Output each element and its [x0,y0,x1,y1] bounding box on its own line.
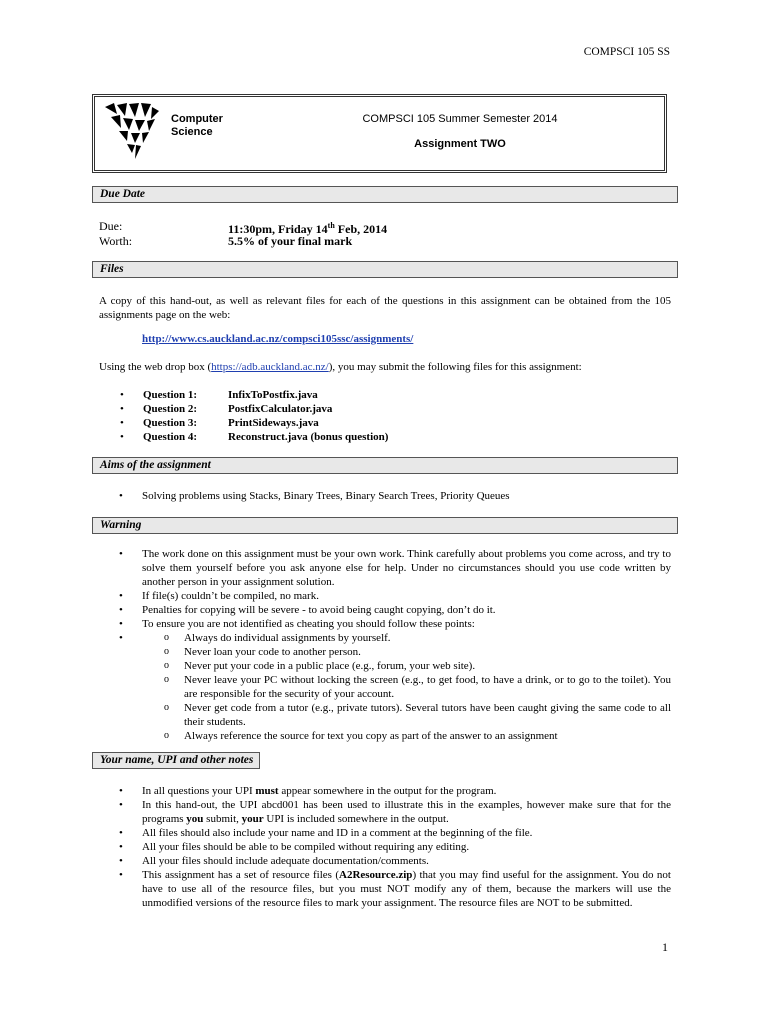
course-title: COMPSCI 105 Summer Semester 2014 [362,113,558,125]
text-run: In all questions your UPI [142,785,256,797]
list-item: • All files should also include your name and ID in a comment at the beginning of the file. [99,826,671,840]
sub-list-item: o Always reference the source for text you copy as part of the answer to an assignment [142,729,671,743]
warning-list [99,547,671,743]
university-triangle-logo-icon [105,103,159,159]
dropbox-prefix: Using the web drop box ( [99,361,212,373]
dropbox-paragraph [99,360,671,374]
text-run: This assignment has a set of resource files ( [142,869,339,881]
text-run: ) that you may find useful for the assignment. You do not have to use all of the resource files, but you must NOT modify any of them, because the markers will use the unmodified versions of the resource files to mark your assignment. The resource files are NOT to be submitted. [142,869,671,909]
section-heading-notes: Your name, UPI and other notes [92,752,260,769]
sub-list-item: o Never leave your PC without locking the screen (e.g., to get food, to have a drink, or to go to the toilet). You are responsible for the security of your account. [142,673,671,701]
assignment-title: Assignment TWO [414,138,506,150]
assignments-url-text[interactable]: http://www.cs.auckland.ac.nz/compsci105ssc/assignments/ [142,333,414,345]
list-item: • Solving problems using Stacks, Binary Trees, Binary Search Trees, Priority Queues [99,489,671,503]
file-name: Reconstruct.java (bonus question) [228,431,389,443]
due-value-suffix: Feb, 2014 [334,222,388,236]
list-item [99,868,671,910]
text-run-bold: must [255,785,279,797]
list-item: • All your files should include adequate documentation/comments. [99,854,671,868]
section-heading-aims: Aims of the assignment [92,457,678,474]
file-name: PrintSideways.java [228,417,319,429]
list-item: • Penalties for copying will be severe - to avoid being caught copying, don’t do it. [99,603,671,617]
section-heading-warning: Warning [92,517,678,534]
text-run-bold: your [241,813,264,825]
files-intro: A copy of this hand-out, as well as relevant files for each of the questions in this assignment can be obtained from the 105 assignments page on the web: [99,295,671,321]
worth-label: Worth: [99,234,133,248]
department-line-2: Science [171,126,213,138]
department-name [171,113,223,139]
question-label: Question 3: [143,417,198,429]
list-item [99,784,671,798]
list-item [99,798,671,826]
file-name: InfixToPostfix.java [228,389,318,401]
list-item [120,388,388,402]
text-run: appear somewhere in the output for the program. [278,785,497,797]
text-run-bold: A2Resource.zip [339,869,413,881]
sub-list-item: o Never put your code in a public place (e.g., forum, your web site). [142,659,671,673]
sub-list-item: o Never loan your code to another person. [142,645,671,659]
notes-list [99,784,671,910]
question-label: Question 1: [143,389,198,401]
question-label: Question 4: [143,431,198,443]
sub-list-container [99,631,671,743]
list-item: • To ensure you are not identified as cheating you should follow these points: [99,617,671,631]
header-course-code: COMPSCI 105 SS [583,46,670,58]
dropbox-suffix: ), you may submit the following files for this assignment: [328,361,582,373]
text-run-bold: you [186,813,204,825]
due-value-prefix: 11:30pm, Friday 14 [228,222,328,236]
sub-list-item: o • Always do individual assignments by yourself. [142,631,671,645]
files-list [120,388,388,444]
section-heading-files: Files [92,261,678,278]
due-value-sup: th [327,221,335,230]
list-item: • If file(s) couldn’t be compiled, no mark. [99,589,671,603]
page-number: 1 [662,940,668,954]
due-label: Due: [99,219,123,233]
assignments-url-link[interactable] [142,333,413,345]
list-item: • All your files should be able to be compiled without requiring any editing. [99,840,671,854]
text-run: submit, [203,813,242,825]
text-run: UPI is included somewhere in the output. [263,813,449,825]
list-item: • The work done on this assignment must be your own work. Think carefully about problems you come across, and try to solve them yourself before you ask anyone else for help. Under no circumstances should you use code written by another person in your assignment solution. [99,547,671,589]
worth-value: 5.5% of your final mark [228,234,353,248]
section-heading-due-date: Due Date [92,186,678,203]
dropbox-url-link[interactable]: https://adb.auckland.ac.nz/ [211,361,329,373]
aims-list [99,489,671,503]
text-run: In this hand-out, the UPI abcd001 has been used to illustrate this in the examples, however make sure that for the programs [142,799,671,825]
question-label: Question 2: [143,403,198,415]
department-line-1: Computer [171,113,223,125]
list-item [120,416,388,430]
list-item [120,402,388,416]
list-item [120,430,388,444]
file-name: PostfixCalculator.java [228,403,333,415]
sub-list-item: o Never get code from a tutor (e.g., private tutors). Several tutors have been caught giving the same code to all their students. [142,701,671,729]
